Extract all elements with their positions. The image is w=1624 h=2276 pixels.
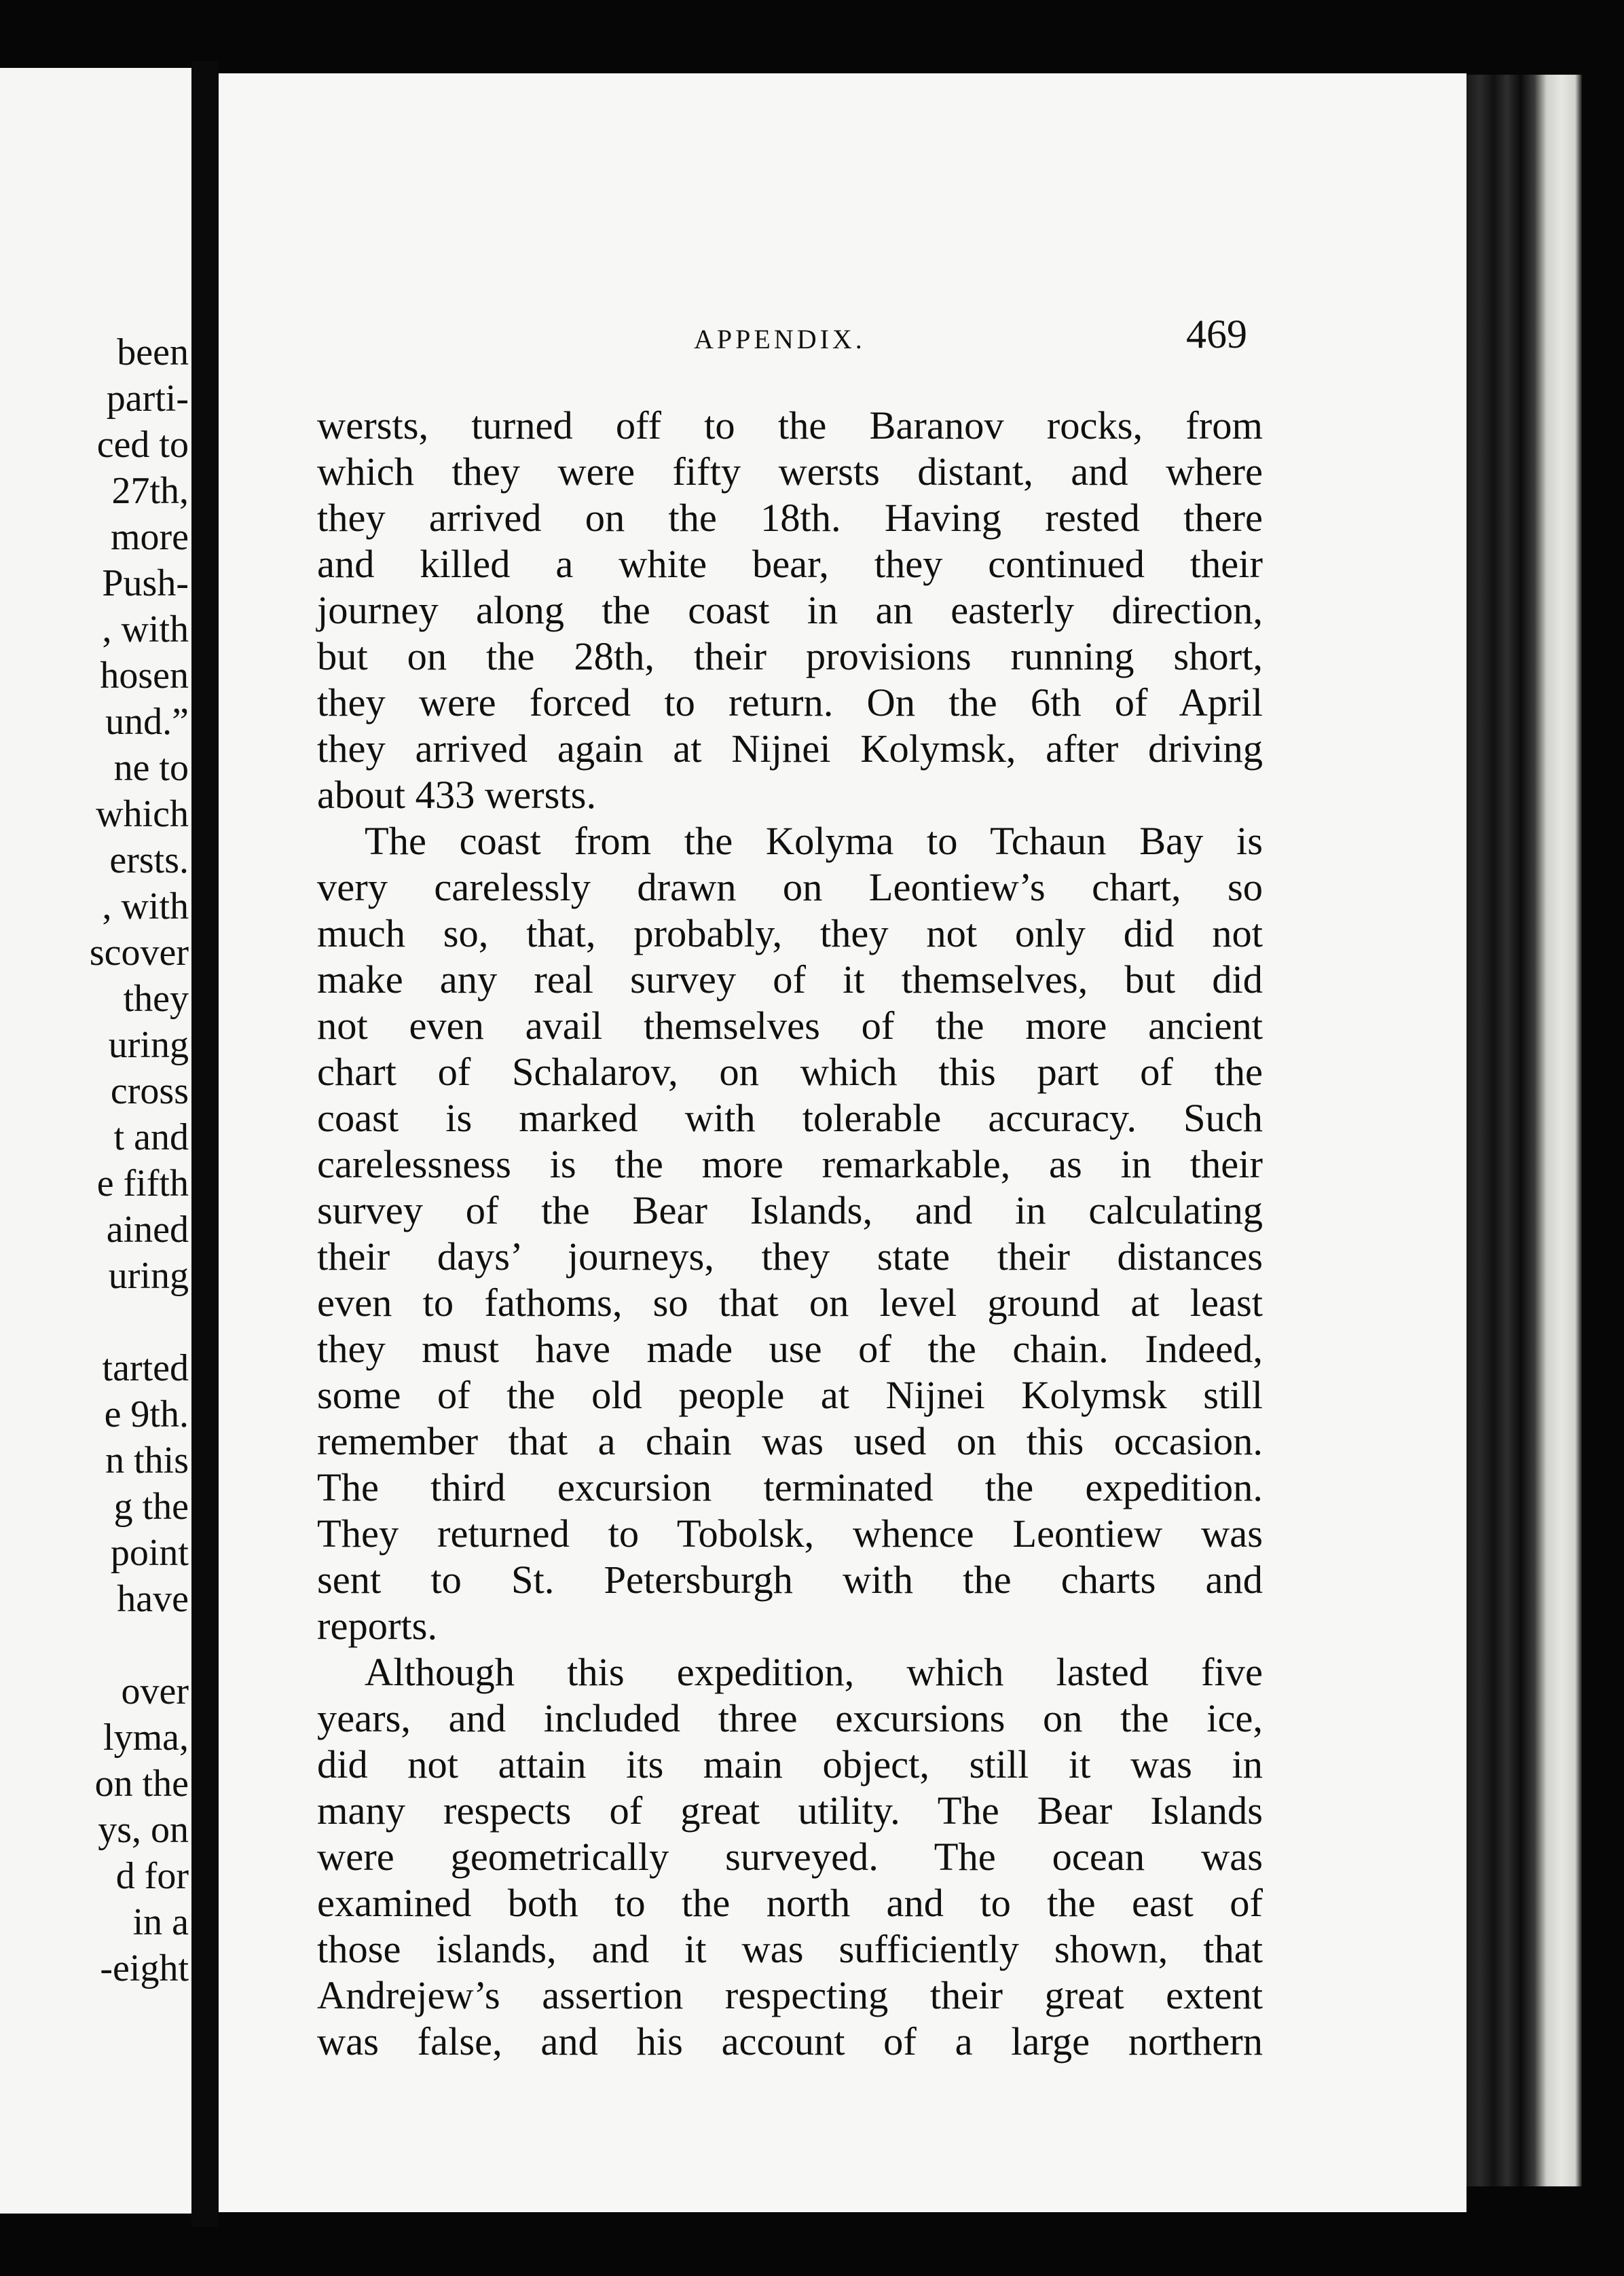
left-page-line-fragment: 27th, [111, 470, 189, 512]
running-head-title: APPENDIX. [694, 324, 866, 354]
left-page-line-fragment: which [96, 793, 189, 835]
left-page-line-fragment: uring [108, 1255, 189, 1297]
text-line: They returned to Tobolsk, whence Leontiew was [317, 1511, 1263, 1556]
text-line: were geometrically surveyed. The ocean was [317, 1835, 1263, 1879]
left-page-line-fragment: Push- [102, 562, 189, 604]
text-line: not even avail themselves of the more ancient [317, 1004, 1263, 1048]
text-line: and killed a white bear, they continued their [317, 542, 1263, 586]
text-line: which they were fifty wersts distant, and where [317, 449, 1263, 494]
text-line: wersts, turned off to the Baranov rocks, from [317, 403, 1263, 447]
left-page-line-fragment: cross [110, 1070, 189, 1112]
text-line: The coast from the Kolyma to Tchaun Bay is [365, 819, 1263, 863]
left-page-line-fragment: hosen [100, 655, 189, 697]
left-page-line-fragment: been [117, 331, 189, 373]
text-line: they were forced to return. On the 6th of April [317, 680, 1263, 724]
text-line: those islands, and it was sufficiently shown, that [317, 1927, 1263, 1971]
text-line: some of the old people at Nijnei Kolymsk still [317, 1373, 1263, 1417]
text-line: was false, and his account of a large northern [317, 2019, 1263, 2063]
running-head [219, 312, 1466, 365]
text-line: survey of the Bear Islands, and in calculating [317, 1188, 1263, 1232]
left-page-line-fragment: ced to [96, 424, 189, 466]
left-page-line-fragment: g the [113, 1486, 189, 1528]
text-line: much so, that, probably, they not only did not [317, 911, 1263, 955]
right-page [219, 73, 1466, 2212]
text-line: but on the 28th, their provisions running short, [317, 634, 1263, 678]
left-page-line-fragment: tarted [102, 1347, 189, 1389]
left-page-line-fragment: -eight [100, 1947, 189, 1989]
text-line: Although this expedition, which lasted five [365, 1650, 1263, 1694]
left-page-line-fragment: ys, on [98, 1809, 189, 1851]
left-page-line-fragment: und.” [105, 701, 189, 743]
text-line: reports. [317, 1604, 438, 1648]
left-page-line-fragment: point [110, 1532, 189, 1574]
left-page-line-fragment: e 9th. [104, 1393, 189, 1435]
left-page-line-fragment: in a [132, 1901, 189, 1943]
left-page-line-fragment: on the [94, 1763, 189, 1805]
left-page-line-fragment: more [110, 516, 189, 558]
text-line: many respects of great utility. The Bear Islands [317, 1788, 1263, 1833]
page-edges [1466, 75, 1582, 2186]
left-page-line-fragment: n this [105, 1439, 189, 1482]
text-line: very carelessly drawn on Leontiew’s chart, so [317, 865, 1263, 909]
text-line: even to fathoms, so that on level ground at least [317, 1281, 1263, 1325]
text-line: Andrejew’s assertion respecting their great extent [317, 1973, 1263, 2017]
left-page-line-fragment: scover [89, 932, 189, 974]
text-line: their days’ journeys, they state their distances [317, 1234, 1263, 1279]
left-page-line-fragment: d for [115, 1855, 189, 1897]
left-page-line-fragment: lyma, [103, 1717, 189, 1759]
text-line: examined both to the north and to the east of [317, 1881, 1263, 1925]
text-line: about 433 wersts. [317, 773, 597, 817]
text-line: years, and included three excursions on the ice, [317, 1696, 1263, 1740]
text-line: chart of Schalarov, on which this part of the [317, 1050, 1263, 1094]
body-text [317, 403, 1263, 2065]
text-line: carelessness is the more remarkable, as in their [317, 1142, 1263, 1186]
left-page-line-fragment: ne to [113, 747, 189, 789]
text-line: they arrived again at Nijnei Kolymsk, after driving [317, 727, 1263, 771]
left-page-line-fragment: parti- [106, 378, 189, 420]
text-line: make any real survey of it themselves, but did [317, 957, 1263, 1002]
left-page-line-fragment: e fifth [96, 1162, 189, 1205]
text-line: sent to St. Petersburgh with the charts and [317, 1558, 1263, 1602]
left-page-line-fragment: have [117, 1578, 189, 1620]
left-page-line-fragment: , with [102, 608, 189, 650]
left-page-line-fragment: uring [108, 1024, 189, 1066]
left-page-line-fragment: , with [102, 885, 189, 928]
text-line: coast is marked with tolerable accuracy. Such [317, 1096, 1263, 1140]
left-page-line-fragment: ersts. [109, 839, 189, 881]
text-line: they must have made use of the chain. Indeed, [317, 1327, 1263, 1371]
page-number: 469 [1186, 312, 1247, 356]
text-line: The third excursion terminated the expedition. [317, 1465, 1263, 1509]
text-line: remember that a chain was used on this occasion. [317, 1419, 1263, 1463]
left-page-line-fragment: t and [113, 1116, 189, 1158]
text-line: did not attain its main object, still it was in [317, 1742, 1263, 1786]
left-page-line-fragment: over [121, 1670, 189, 1712]
left-page-line-fragment: they [123, 978, 189, 1020]
left-facing-page [0, 68, 191, 2214]
book-gutter [191, 61, 219, 2227]
text-line: they arrived on the 18th. Having rested there [317, 496, 1263, 540]
left-page-line-fragment: ained [106, 1209, 189, 1251]
text-line: journey along the coast in an easterly direction, [317, 588, 1263, 632]
